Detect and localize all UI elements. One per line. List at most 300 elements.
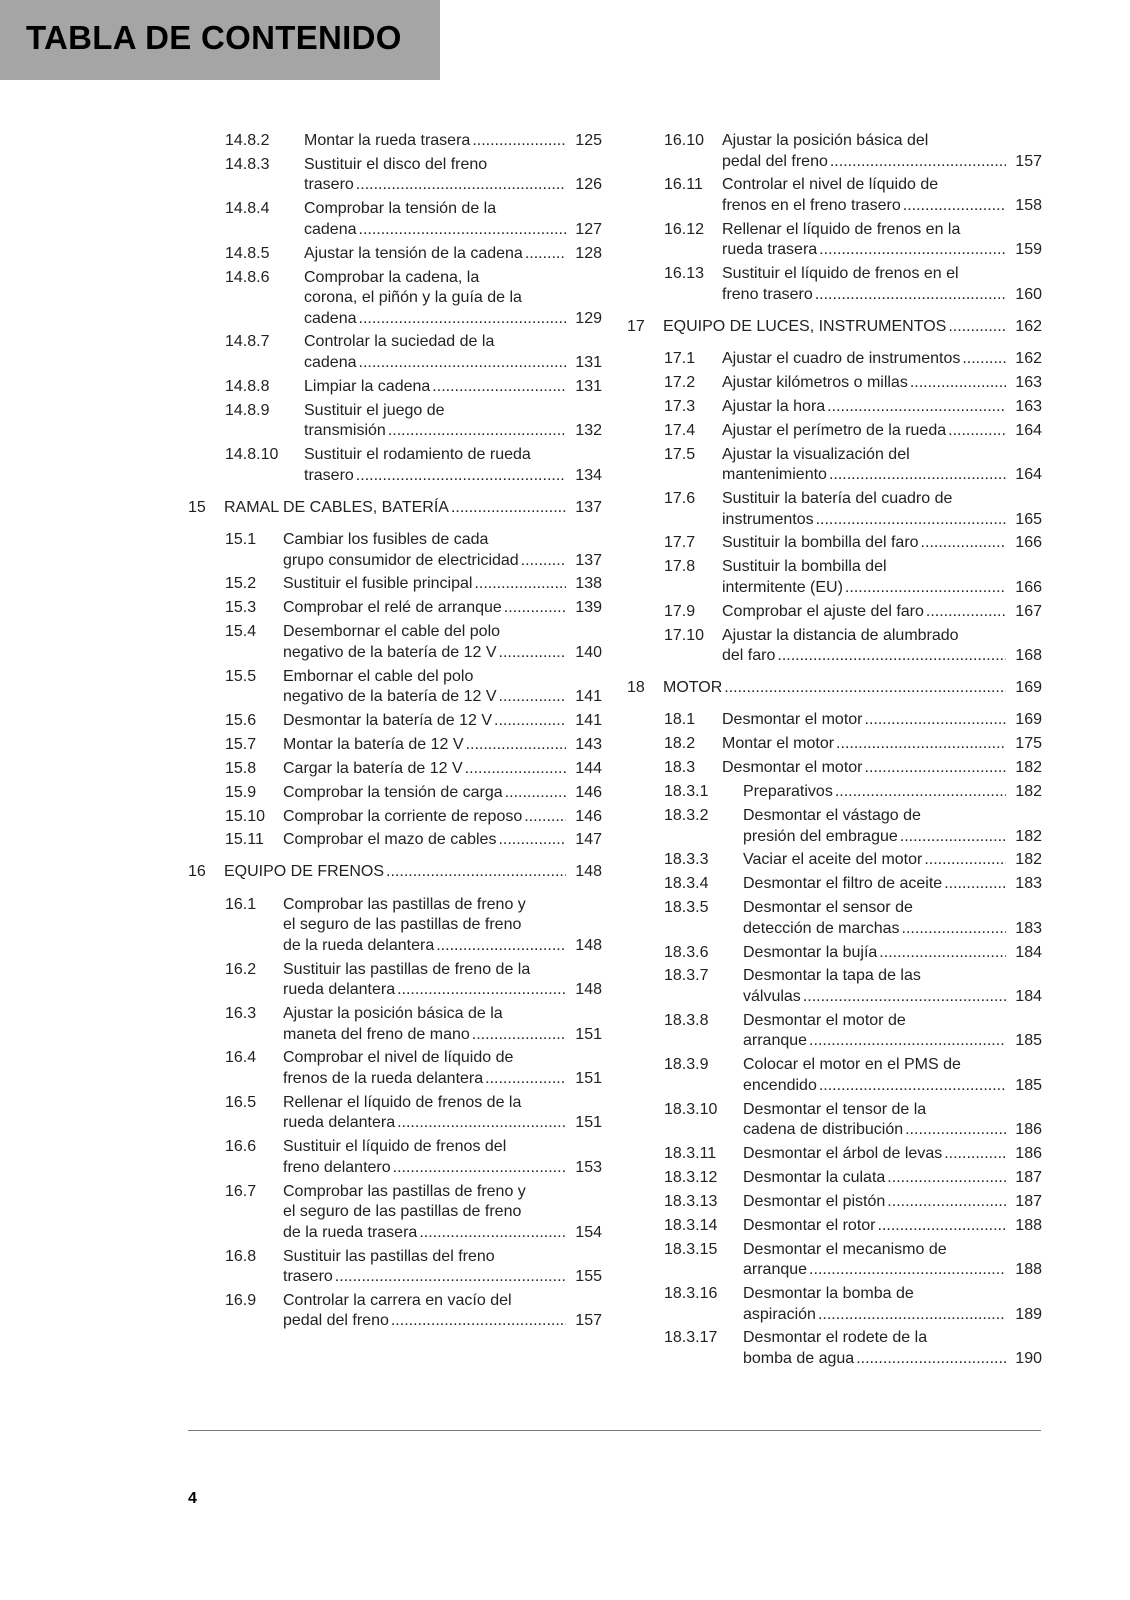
- toc-entry[interactable]: [188, 830, 602, 854]
- toc-entry[interactable]: [627, 1055, 1042, 1099]
- toc-entry-leader-line: [743, 782, 1042, 803]
- toc-entry-title-last: Desmontar el rotor: [743, 1216, 876, 1234]
- toc-entry-title: [743, 1168, 1042, 1189]
- toc-entry[interactable]: [627, 131, 1042, 175]
- toc-entry-page: 157: [1015, 152, 1042, 170]
- toc-entry-page: 183: [1015, 875, 1042, 893]
- toc-entry-title-last: detección de marchas: [743, 919, 900, 937]
- dot-leader: [887, 1192, 1006, 1213]
- toc-entry[interactable]: [627, 1100, 1042, 1144]
- dot-leader: [359, 220, 567, 241]
- toc-entry[interactable]: [627, 397, 1042, 421]
- dot-leader: [391, 1311, 566, 1332]
- toc-entry[interactable]: [188, 199, 602, 243]
- toc-entry-title-line: Sustituir las pastillas del freno: [283, 1247, 495, 1265]
- toc-entry-title-last: Desmontar el filtro de aceite: [743, 875, 943, 893]
- toc-entry-title-line: Sustituir el rodamiento de rueda: [304, 446, 531, 464]
- toc-entry-title-last: EQUIPO DE FRENOS: [224, 863, 385, 881]
- toc-entry-number: 18: [627, 678, 645, 696]
- toc-entry-leader-line: [722, 734, 1042, 755]
- dot-leader: [836, 734, 1006, 755]
- toc-entry-leader-line: [722, 602, 1042, 623]
- toc-entry-leader-line: [283, 830, 602, 851]
- toc-entry[interactable]: [627, 898, 1042, 942]
- toc-entry-number: 14.8.4: [225, 200, 270, 218]
- dot-leader: [819, 1076, 1006, 1097]
- toc-chapter-entry[interactable]: [188, 490, 602, 531]
- toc-entry-title: [283, 530, 602, 571]
- toc-entry-title-last: maneta del freno de mano: [283, 1025, 470, 1043]
- toc-entry[interactable]: [627, 489, 1042, 533]
- toc-entry-leader-line: [663, 678, 1042, 699]
- toc-entry-title: [663, 678, 1042, 699]
- toc-entry-title: [283, 735, 602, 756]
- toc-entry-title: [743, 782, 1042, 803]
- toc-entry-title: [743, 1011, 1042, 1052]
- toc-entry-title-last: del faro: [722, 647, 776, 665]
- toc-entry-title: [304, 244, 602, 265]
- toc-entry[interactable]: [627, 445, 1042, 489]
- toc-entry-title: [722, 421, 1042, 442]
- toc-entry[interactable]: [627, 626, 1042, 670]
- toc-entry-title: [283, 830, 602, 851]
- toc-entry-leader-line: [743, 1305, 1042, 1326]
- toc-entry-number: 16.13: [664, 265, 705, 283]
- dot-leader: [948, 317, 1006, 338]
- toc-entry[interactable]: [188, 783, 602, 807]
- toc-entry[interactable]: [627, 349, 1042, 373]
- toc-entry-page: 147: [575, 831, 602, 849]
- toc-entry-title: [283, 711, 602, 732]
- toc-entry-title-line: Sustituir las pastillas de freno de la: [283, 960, 531, 978]
- toc-entry-leader-line: [304, 466, 602, 487]
- toc-entry[interactable]: [188, 598, 602, 622]
- toc-entry-number: 17.4: [664, 421, 696, 439]
- toc-entry[interactable]: [627, 1240, 1042, 1284]
- dot-leader: [845, 578, 1006, 599]
- toc-entry-title-last: frenos de la rueda delantera: [283, 1069, 484, 1087]
- dot-leader: [900, 827, 1006, 848]
- toc-entry[interactable]: [627, 175, 1042, 219]
- toc-entry-number: 14.8.9: [225, 401, 270, 419]
- toc-entry-title: [283, 759, 602, 780]
- toc-entry-number: 14.8.7: [225, 333, 270, 351]
- toc-entry-title-line: Sustituir la batería del cuadro de: [722, 490, 953, 508]
- toc-entry-number: 17.1: [664, 350, 696, 368]
- toc-entry-number: 18.3.9: [664, 1056, 709, 1074]
- toc-entry-number: 17.6: [664, 490, 696, 508]
- toc-entry-leader-line: [743, 874, 1042, 895]
- toc-entry-title: [743, 966, 1042, 1007]
- toc-entry[interactable]: [627, 758, 1042, 782]
- toc-entry-page: 184: [1015, 987, 1042, 1005]
- toc-entry-number: 16: [188, 863, 206, 881]
- toc-entry-number: 18.3.15: [664, 1240, 718, 1258]
- toc-entry-title: [722, 264, 1042, 305]
- toc-entry-number: 16.6: [225, 1138, 257, 1156]
- toc-entry[interactable]: [188, 1247, 602, 1291]
- toc-entry-leader-line: [722, 646, 1042, 667]
- toc-entry-page: 148: [575, 981, 602, 999]
- toc-entry-number: 16.12: [664, 220, 705, 238]
- toc-entry-page: 137: [575, 498, 602, 516]
- toc-entry-page: 186: [1015, 1121, 1042, 1139]
- toc-entry-number: 18.3.5: [664, 899, 709, 917]
- toc-entry-number: 17.2: [664, 373, 696, 391]
- toc-entry-page: 188: [1015, 1261, 1042, 1279]
- toc-entry-leader-line: [722, 533, 1042, 554]
- toc-column-left: [188, 131, 602, 1335]
- toc-entry-page: 190: [1015, 1349, 1042, 1367]
- toc-entry-title-last: pedal del freno: [722, 152, 828, 170]
- toc-entry-title-last: cadena: [304, 309, 357, 327]
- toc-entry[interactable]: [627, 1216, 1042, 1240]
- toc-entry-leader-line: [283, 1267, 602, 1288]
- toc-entry-title-line: Desmontar el mecanismo de: [743, 1240, 947, 1258]
- toc-entry[interactable]: [627, 533, 1042, 557]
- toc-entry-leader-line: [283, 1311, 602, 1332]
- toc-entry-number: 16.10: [664, 132, 705, 149]
- toc-entry-number: 16.3: [225, 1005, 257, 1023]
- toc-entry-title: [283, 574, 602, 595]
- dot-leader: [878, 1216, 1007, 1237]
- toc-entry-number: 17.5: [664, 445, 696, 463]
- toc-entry-leader-line: [283, 551, 602, 572]
- toc-entry-title-last: Sustituir la bombilla del faro: [722, 534, 919, 552]
- toc-entry-leader-line: [722, 285, 1042, 306]
- toc-entry-leader-line: [722, 373, 1042, 394]
- toc-entry-title-last: Ajustar el perímetro de la rueda: [722, 421, 947, 439]
- toc-entry-page: 131: [575, 353, 602, 371]
- toc-entry-number: 15.6: [225, 711, 257, 729]
- toc-entry-title-line: Sustituir el disco del freno: [304, 155, 488, 173]
- toc-entry-page: 183: [1015, 919, 1042, 937]
- toc-entry-title-last: Desmontar el motor: [722, 711, 863, 729]
- dot-leader: [499, 643, 567, 664]
- toc-entry-page: 151: [575, 1069, 602, 1087]
- toc-entry-leader-line: [283, 687, 602, 708]
- dot-leader: [829, 465, 1006, 486]
- toc-entry-title-last: Desmontar la batería de 12 V: [283, 711, 493, 729]
- toc-entry-title: [283, 1291, 602, 1332]
- page-number: 4: [188, 1490, 197, 1507]
- toc-entry[interactable]: [627, 1144, 1042, 1168]
- toc-entry-leader-line: [743, 919, 1042, 940]
- toc-entry-title-last: encendido: [743, 1076, 817, 1094]
- toc-entry-title: [722, 175, 1042, 216]
- toc-entry[interactable]: [627, 806, 1042, 850]
- toc-entry[interactable]: [188, 960, 602, 1004]
- dot-leader: [827, 397, 1006, 418]
- toc-entry-number: 16.11: [664, 176, 703, 194]
- toc-entry-number: 16.2: [225, 960, 257, 978]
- toc-entry-number: 18.3.2: [664, 807, 709, 825]
- dot-leader: [924, 850, 1006, 871]
- toc-entry-title-last: trasero: [304, 176, 354, 194]
- toc-entry-title: [722, 533, 1042, 554]
- toc-entry-number: 15.10: [225, 807, 266, 825]
- toc-entry-title-line: Sustituir la bombilla del: [722, 558, 887, 576]
- toc-entry-title: [283, 807, 602, 828]
- toc-entry[interactable]: [627, 782, 1042, 806]
- toc-entry-page: 131: [575, 377, 602, 395]
- toc-entry-page: 157: [575, 1312, 602, 1330]
- toc-entry[interactable]: [188, 667, 602, 711]
- toc-entry[interactable]: [188, 401, 602, 445]
- toc-entry-title-last: EQUIPO DE LUCES, INSTRUMENTOS: [663, 317, 947, 335]
- toc-entry[interactable]: [188, 895, 602, 960]
- toc-entry[interactable]: [188, 1093, 602, 1137]
- toc-entry-title: [743, 898, 1042, 939]
- toc-entry[interactable]: [188, 622, 602, 666]
- toc-entry-title-last: freno trasero: [722, 285, 813, 303]
- dot-leader: [905, 1120, 1006, 1141]
- toc-entry[interactable]: [188, 711, 602, 735]
- toc-entry-leader-line: [283, 1025, 602, 1046]
- dot-leader: [524, 807, 566, 828]
- toc-entry-title-last: RAMAL DE CABLES, BATERÍA: [224, 498, 449, 516]
- dot-leader: [356, 466, 566, 487]
- toc-entry[interactable]: [188, 1004, 602, 1048]
- toc-entry[interactable]: [627, 734, 1042, 758]
- toc-entry-number: 16.7: [225, 1182, 257, 1200]
- toc-entry-title-line: Comprobar las pastillas de freno y: [283, 895, 526, 913]
- toc-entry[interactable]: [188, 759, 602, 783]
- toc-entry-title-last: aspiración: [743, 1305, 816, 1323]
- toc-entry-leader-line: [283, 1158, 602, 1179]
- dot-leader: [926, 602, 1006, 623]
- toc-entry-number: 18.3.3: [664, 851, 709, 869]
- toc-entry-title-line: Desmontar el tensor de la: [743, 1100, 927, 1118]
- toc-entry-page: 146: [575, 807, 602, 825]
- toc-entry-leader-line: [304, 353, 602, 374]
- toc-entry-page: 132: [575, 422, 602, 440]
- toc-entry-page: 159: [1015, 241, 1042, 259]
- toc-entry[interactable]: [188, 1137, 602, 1181]
- page-title: TABLA DE CONTENIDO: [26, 19, 402, 56]
- toc-entry-number: 15: [188, 498, 206, 516]
- toc-entry-number: 18.3: [664, 759, 696, 777]
- dot-leader: [335, 1267, 566, 1288]
- toc-entry[interactable]: [627, 1192, 1042, 1216]
- toc-entry-page: 182: [1015, 759, 1042, 777]
- toc-entry[interactable]: [627, 710, 1042, 734]
- dot-leader: [944, 874, 1006, 895]
- toc-entry-title-last: bomba de agua: [743, 1349, 855, 1367]
- toc-entry-page: 187: [1015, 1192, 1042, 1210]
- dot-leader: [505, 783, 566, 804]
- toc-entry[interactable]: [188, 244, 602, 268]
- dot-leader: [359, 353, 567, 374]
- dot-leader: [386, 862, 566, 883]
- toc-entry-title-last: Limpiar la cadena: [304, 377, 431, 395]
- toc-entry-title: [743, 1216, 1042, 1237]
- toc-entry-page: 148: [575, 936, 602, 954]
- toc-entry-number: 15.5: [225, 667, 257, 685]
- toc-entry-title-last: freno delantero: [283, 1158, 391, 1176]
- toc-chapter-entry[interactable]: [627, 670, 1042, 711]
- toc-entry-title-last: Montar la batería de 12 V: [283, 735, 464, 753]
- dot-leader: [432, 377, 566, 398]
- toc-entry-leader-line: [663, 317, 1042, 338]
- toc-entry-leader-line: [743, 1120, 1042, 1141]
- toc-entry-page: 167: [1015, 602, 1042, 620]
- dot-leader: [397, 980, 566, 1001]
- toc-entry[interactable]: [188, 155, 602, 199]
- toc-chapter-entry[interactable]: [188, 854, 602, 895]
- toc-entry-leader-line: [722, 152, 1042, 173]
- toc-entry[interactable]: [188, 1048, 602, 1092]
- toc-entry-number: 18.3.10: [664, 1100, 718, 1118]
- toc-entry-title-line: Comprobar la tensión de la: [304, 200, 497, 218]
- dot-leader: [835, 782, 1006, 803]
- toc-entry-title-last: Ajustar el cuadro de instrumentos: [722, 350, 961, 368]
- dot-leader: [388, 421, 566, 442]
- toc-entry-leader-line: [722, 465, 1042, 486]
- toc-entry-title-last: arranque: [743, 1032, 808, 1050]
- toc-entry-leader-line: [722, 240, 1042, 261]
- toc-entry-title-line: Desmontar el motor de: [743, 1011, 906, 1029]
- toc-entry-number: 18.3.13: [664, 1192, 718, 1210]
- toc-entry[interactable]: [188, 377, 602, 401]
- toc-entry-leader-line: [283, 759, 602, 780]
- toc-entry-title-last: instrumentos: [722, 510, 814, 528]
- toc-entry-page: 128: [575, 244, 602, 262]
- toc-entry[interactable]: [627, 421, 1042, 445]
- toc-entry-leader-line: [743, 1260, 1042, 1281]
- toc-entry-title-last: Comprobar el ajuste del faro: [722, 602, 924, 620]
- toc-entry[interactable]: [627, 966, 1042, 1010]
- dot-leader: [887, 1168, 1006, 1189]
- toc-entry[interactable]: [627, 874, 1042, 898]
- toc-entry-leader-line: [722, 578, 1042, 599]
- toc-entry-title: [283, 622, 602, 663]
- toc-entry-page: 144: [575, 759, 602, 777]
- toc-entry[interactable]: [188, 445, 602, 489]
- toc-entry-title-last: Ajustar la hora: [722, 397, 826, 415]
- toc-entry-page: 187: [1015, 1168, 1042, 1186]
- toc-entry-title-last: negativo de la batería de 12 V: [283, 688, 497, 706]
- toc-entry[interactable]: [627, 1168, 1042, 1192]
- toc-entry[interactable]: [188, 268, 602, 333]
- toc-entry-number: 15.9: [225, 783, 257, 801]
- toc-entry-title-line: Ajustar la posición básica de la: [283, 1005, 503, 1023]
- dot-leader: [436, 936, 566, 957]
- toc-entry[interactable]: [627, 220, 1042, 264]
- dot-leader: [819, 240, 1006, 261]
- toc-entry-title-last: rueda trasera: [722, 241, 818, 259]
- toc-entry-title-last: cadena de distribución: [743, 1121, 904, 1139]
- toc-entry-number: 18.3.11: [664, 1145, 717, 1163]
- toc-entry-title-last: rueda delantera: [283, 981, 396, 999]
- toc-entry-title-line: corona, el piñón y la guía de la: [304, 289, 522, 307]
- toc-entry-title-line: Comprobar las pastillas de freno y: [283, 1182, 526, 1200]
- toc-entry-title-last: trasero: [283, 1268, 333, 1286]
- toc-entry[interactable]: [188, 807, 602, 831]
- toc-entry-title: [283, 1004, 602, 1045]
- toc-entry-title: [743, 850, 1042, 871]
- toc-entry-number: 14.8.6: [225, 268, 270, 286]
- toc-entry-page: 153: [575, 1158, 602, 1176]
- dot-leader: [472, 131, 566, 152]
- toc-entry-number: 15.4: [225, 623, 257, 641]
- toc-entry-title-last: grupo consumidor de electricidad: [283, 551, 519, 569]
- toc-entry-leader-line: [283, 980, 602, 1001]
- toc-entry-number: 14.8.10: [225, 446, 279, 464]
- toc-entry-page: 185: [1015, 1032, 1042, 1050]
- toc-entry-title: [283, 1093, 602, 1134]
- toc-entry-leader-line: [743, 987, 1042, 1008]
- toc-entry-title-last: Preparativos: [743, 783, 833, 801]
- toc-entry-number: 16.5: [225, 1093, 257, 1111]
- toc-entry-page: 162: [1015, 317, 1042, 335]
- toc-chapter-entry[interactable]: [627, 309, 1042, 350]
- dot-leader: [356, 175, 566, 196]
- toc-entry[interactable]: [188, 332, 602, 376]
- toc-entry-title-line: Comprobar el nivel de líquido de: [283, 1049, 514, 1067]
- toc-entry-leader-line: [743, 1192, 1042, 1213]
- dot-leader: [466, 735, 566, 756]
- toc-entry[interactable]: [627, 1284, 1042, 1328]
- toc-entry-leader-line: [743, 1216, 1042, 1237]
- toc-entry-title-last: cadena: [304, 220, 357, 238]
- toc-entry-title-last: Ajustar la tensión de la cadena: [304, 244, 523, 262]
- toc-entry-leader-line: [304, 220, 602, 241]
- toc-entry[interactable]: [627, 264, 1042, 308]
- toc-entry-page: 146: [575, 783, 602, 801]
- toc-entry-page: 151: [575, 1025, 602, 1043]
- toc-entry[interactable]: [627, 373, 1042, 397]
- toc-entry-number: 15.2: [225, 575, 257, 593]
- toc-entry[interactable]: [188, 735, 602, 759]
- toc-entry-title-last: Comprobar el relé de arranque: [283, 599, 502, 617]
- toc-entry-number: 14.8.5: [225, 244, 270, 262]
- toc-entry-number: 15.3: [225, 599, 257, 617]
- toc-entry[interactable]: [627, 557, 1042, 601]
- toc-entry-page: 143: [575, 735, 602, 753]
- toc-entry-title-line: Ajustar la visualización del: [722, 445, 910, 463]
- toc-entry[interactable]: [188, 574, 602, 598]
- toc-entry-title: [743, 1284, 1042, 1325]
- toc-entry[interactable]: [188, 1182, 602, 1247]
- toc-entry-title-line: Sustituir el líquido de frenos del: [283, 1138, 507, 1156]
- toc-entry-title-last: Comprobar la tensión de carga: [283, 783, 503, 801]
- toc-entry-title-last: trasero: [304, 466, 354, 484]
- toc-entry[interactable]: [188, 530, 602, 574]
- toc-entry[interactable]: [627, 943, 1042, 967]
- toc-entry-title-line: Desmontar la bomba de: [743, 1285, 914, 1302]
- toc-entry-page: 129: [575, 309, 602, 327]
- toc-entry[interactable]: [627, 1328, 1042, 1372]
- toc-entry[interactable]: [627, 1011, 1042, 1055]
- dot-leader: [830, 152, 1006, 173]
- toc-entry-page: 163: [1015, 397, 1042, 415]
- toc-entry[interactable]: [188, 1291, 602, 1335]
- toc-entry-leader-line: [722, 397, 1042, 418]
- toc-entry-number: 18.3.7: [664, 967, 709, 985]
- toc-entry[interactable]: [188, 131, 602, 155]
- toc-entry-title: [722, 445, 1042, 486]
- toc-entry-title-line: Desmontar el sensor de: [743, 899, 913, 917]
- toc-entry-title-last: Montar la rueda trasera: [304, 132, 471, 149]
- toc-entry[interactable]: [627, 850, 1042, 874]
- toc-entry-leader-line: [283, 1069, 602, 1090]
- toc-entry[interactable]: [627, 602, 1042, 626]
- toc-entry-leader-line: [743, 943, 1042, 964]
- toc-entry-title-line: Ajustar la posición básica del: [722, 132, 929, 149]
- toc-entry-leader-line: [304, 244, 602, 265]
- dot-leader: [499, 687, 567, 708]
